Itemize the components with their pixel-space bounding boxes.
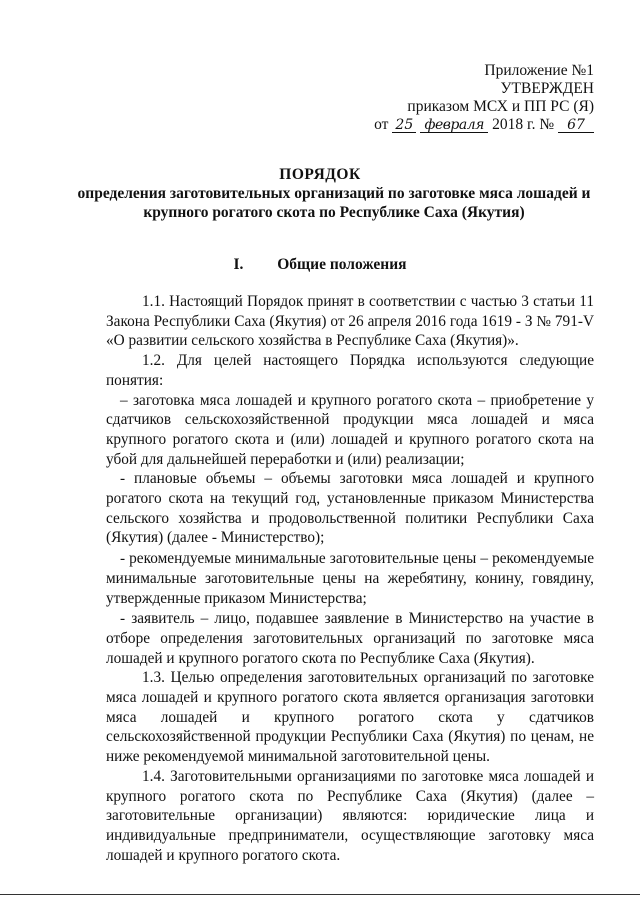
definition-procurement: – заготовка мяса лошадей и крупного рогатого скота – приобретение у сдатчиков сельскохозяйственной продукции мяса лошадей и мяса крупного рогатого скота и (или) лошадей и крупного рогатого скота на убой для дальнейшей переработки и (или) реализации; bbox=[106, 391, 594, 468]
date-prefix: от bbox=[374, 116, 389, 133]
section-heading bbox=[0, 256, 640, 274]
order-label: приказом МСХ и ПП РС (Я) bbox=[407, 98, 594, 115]
document-body bbox=[106, 292, 594, 865]
handwritten-month: февраля bbox=[420, 118, 488, 133]
order-date-line bbox=[374, 116, 594, 134]
document-title: ПОРЯДОК bbox=[279, 166, 361, 183]
appendix-label: Приложение №1 bbox=[484, 62, 594, 79]
definition-applicant: - заявитель – лицо, подавшее заявление в Министерство на участие в отборе определения заготовительных организаций по заготовке мяса лошадей и крупного рогатого скота по Республике Саха (Якутия). bbox=[106, 610, 594, 667]
definition-min-prices: - рекомендуемые минимальные заготовительные цены – рекомендуемые минимальные заготовительные цены на жеребятину, конину, говядину, утвержденные приказом Министерства; bbox=[106, 550, 594, 607]
paragraph-1-4: 1.4. Заготовительными организациями по заготовке мяса лошадей и крупного рогатого скота по Республике Саха (Якутия) (далее – заготовительные организации) являются: юридические лица и индивидуальные предприниматели, осуществляющие заготовку мяса лошадей и крупного рогатого скота. bbox=[106, 767, 594, 864]
paragraph-1-1: 1.1. Настоящий Порядок принят в соответствии с частью 3 статьи 11 Закона Республики Саха (Якутия) от 26 апреля 2016 года 1619 - З № 791-V «О развитии сельского хозяйства в Республике Саха (Якутия)». bbox=[106, 293, 594, 350]
paragraph-1-2: 1.2. Для целей настоящего Порядка используются следующие понятия: bbox=[106, 352, 594, 389]
section-number: I. bbox=[233, 256, 244, 273]
paragraph-1-3: 1.3. Целью определения заготовительных организаций по заготовке мяса лошадей и крупного рогатого скота является организация заготовки мяса лошадей и крупного рогатого скота у сдатчиков сельскохозяйственной продукции Республики Саха (Якутия) по ценам, не ниже рекомендуемой минимальной заготовительной цены. bbox=[106, 669, 594, 766]
page-bottom-edge bbox=[0, 894, 640, 896]
document-subtitle: определения заготовительных организаций по заготовке мяса лошадей и крупного рогатого скота по Республике Саха (Якутия) bbox=[77, 185, 591, 221]
approved-label: УТВЕРЖДЕН bbox=[500, 80, 594, 97]
handwritten-day: 25 bbox=[392, 118, 416, 133]
definition-planned-volumes: - плановые объемы – объемы заготовки мяса лошадей и крупного рогатого скота на текущий год, установленные приказом Министерства сельского хозяйства и продовольственной политики Республики Саха (Якутия) (далее - Министерство); bbox=[106, 470, 594, 547]
approval-stamp-block bbox=[374, 62, 594, 134]
date-year: 2018 г. № bbox=[492, 116, 555, 133]
handwritten-order-number: 67 bbox=[558, 118, 594, 133]
section-title: Общие положения bbox=[277, 256, 407, 273]
